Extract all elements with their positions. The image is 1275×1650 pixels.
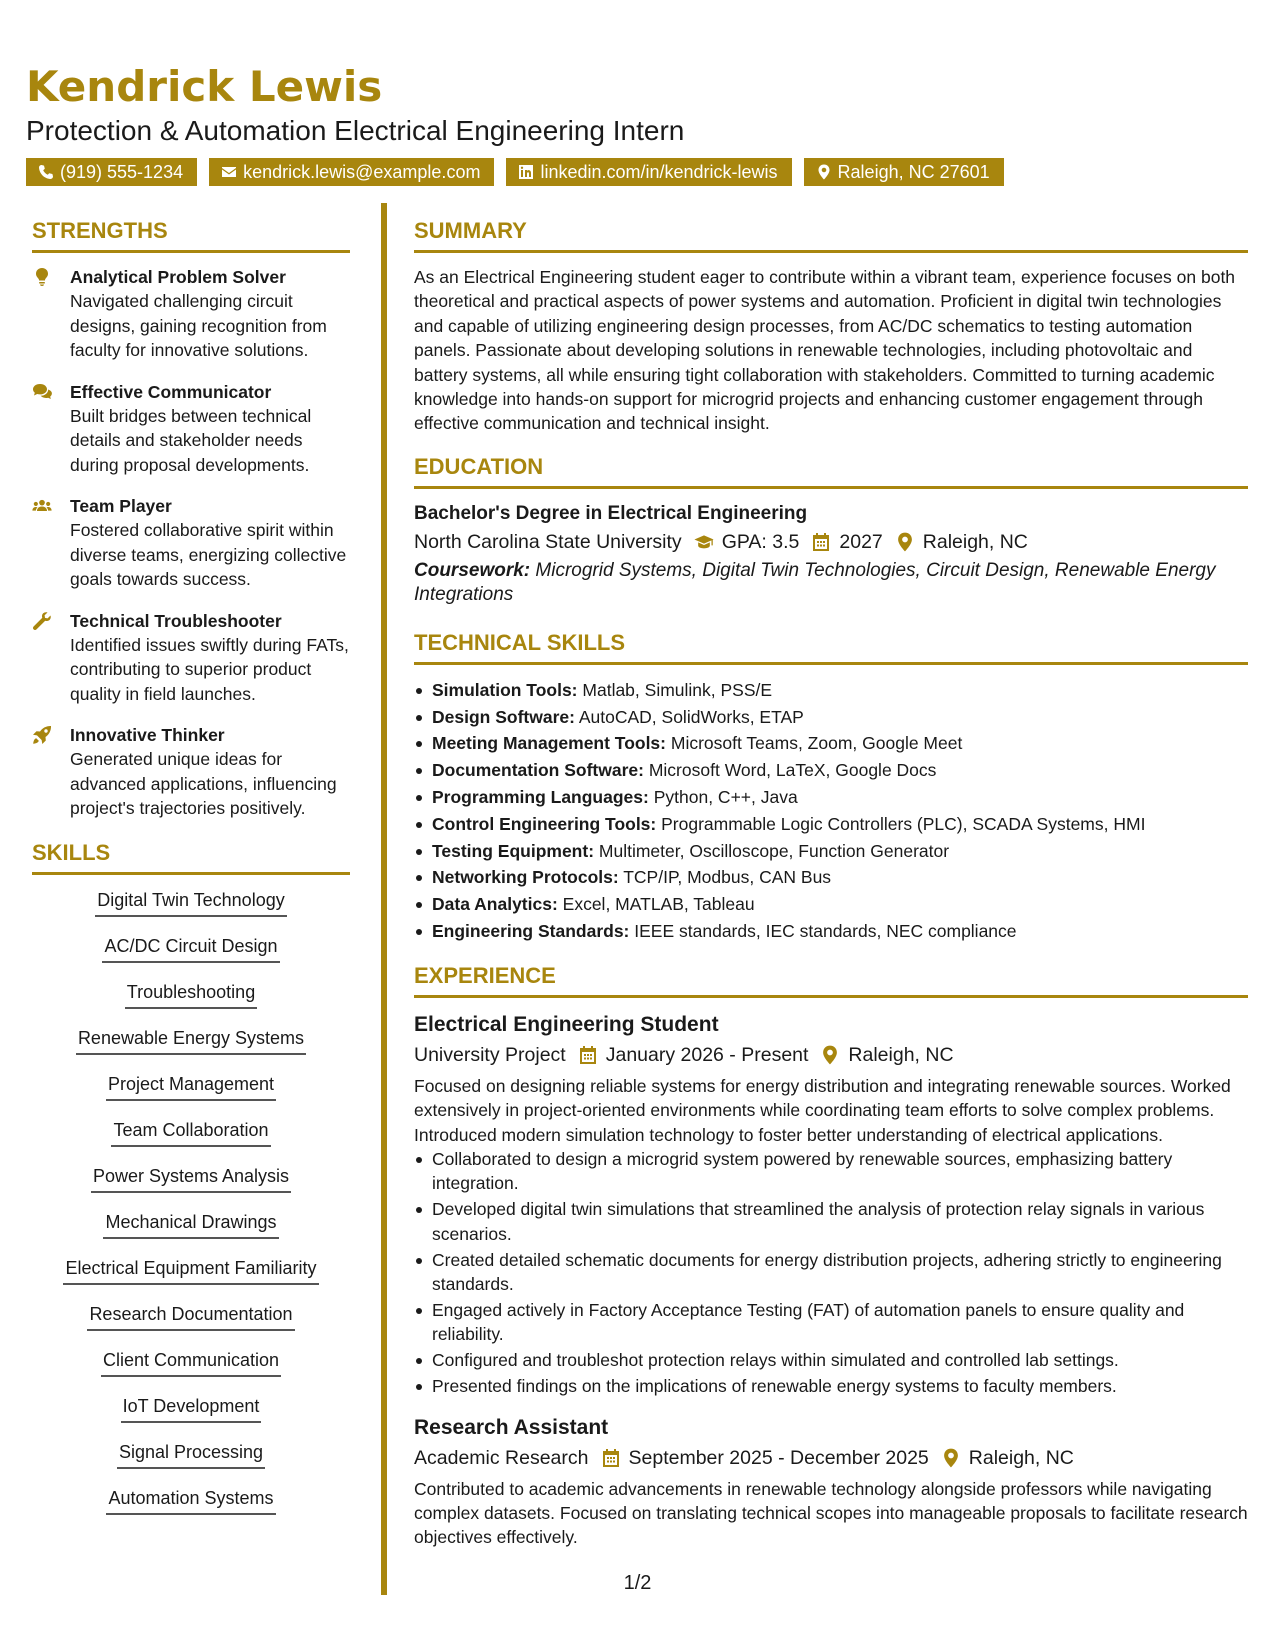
contact-linkedin[interactable] [506, 158, 791, 186]
skill-tag: IoT Development [121, 1393, 262, 1423]
wrench-icon [32, 611, 52, 631]
skills-list [32, 887, 350, 1531]
contact-location [804, 158, 1004, 186]
strengths-heading: STRENGTHS [32, 216, 350, 253]
list-item [414, 811, 1248, 838]
skill-value: Programmable Logic Controllers (PLC), SCADA Systems, HMI [661, 813, 1146, 834]
summary-heading: SUMMARY [414, 216, 1248, 253]
strength-desc: Built bridges between technical details and stakeholder needs during proposal developments. [70, 405, 312, 475]
skill-value: Microsoft Teams, Zoom, Google Meet [670, 733, 963, 754]
list-item [414, 704, 1248, 731]
contact-location-text: Raleigh, NC 27601 [837, 162, 990, 182]
skill-tag: Client Communication [101, 1347, 281, 1377]
skill-tag: Digital Twin Technology [95, 887, 286, 917]
calendar-icon [601, 1448, 621, 1468]
users-icon [32, 496, 52, 516]
summary-text: As an Electrical Engineering student eager to contribute within a vibrant team, experience focuses on both theoretical and practical aspects of power systems and automation. Proficient in digital twin technologies and capable of utilizing engineering design processes, from AC/DC schematics to testing automation panels. Passionate about developing solutions in renewable technologies, including photovoltaic and battery systems, all while ensuring tight collaboration with stakeholders. Committed to turning academic knowledge into hands-on support for microgrid projects and enhancing customer engagement through effective communication and technical insight. [414, 267, 1236, 434]
school-name: North Carolina State University [414, 530, 682, 553]
strength-item [32, 494, 350, 592]
skill-tag: Troubleshooting [125, 979, 257, 1009]
technical-skills-list [414, 677, 1248, 945]
job-dates: January 2026 - Present [605, 1043, 809, 1066]
skill-tag: Mechanical Drawings [103, 1209, 278, 1239]
strength-item [32, 380, 350, 478]
skill-label: Engineering Standards: [432, 921, 630, 942]
graduation-year: 2027 [839, 530, 883, 553]
education-meta [414, 527, 1248, 557]
coursework [414, 559, 1248, 608]
strength-item [32, 609, 350, 707]
skill-label: Meeting Management Tools: [432, 733, 666, 754]
lightbulb-icon [32, 267, 52, 287]
map-pin-icon [895, 532, 915, 552]
gpa: GPA: 3.5 [721, 530, 800, 553]
calendar-icon [811, 532, 831, 552]
contact-email-text: kendrick.lewis@example.com [243, 162, 481, 182]
experience-heading: EXPERIENCE [414, 961, 1248, 998]
job-org: Academic Research [414, 1446, 589, 1469]
graduation-cap-icon [694, 532, 714, 552]
job-location: Raleigh, NC [968, 1446, 1074, 1469]
skill-label: Data Analytics: [432, 894, 558, 915]
skill-tag: Signal Processing [117, 1439, 265, 1469]
contact-linkedin-text: linkedin.com/in/kendrick-lewis [540, 162, 778, 182]
skill-tag: Team Collaboration [111, 1117, 270, 1147]
skill-tag: Renewable Energy Systems [76, 1025, 306, 1055]
skill-tag: Electrical Equipment Familiarity [63, 1255, 318, 1285]
skill-tag: Research Documentation [87, 1301, 294, 1331]
education-location: Raleigh, NC [922, 530, 1028, 553]
list-item [414, 757, 1248, 784]
list-item [414, 677, 1248, 704]
strength-desc: Identified issues swiftly during FATs, contributing to superior product quality in field launches. [70, 634, 349, 704]
coursework-list: Microgrid Systems, Digital Twin Technologies, Circuit Design, Renewable Energy Integrations [414, 559, 1216, 606]
skill-label: Networking Protocols: [432, 867, 619, 888]
list-item: Collaborated to design a microgrid system powered by renewable sources, emphasizing battery integration. [414, 1147, 1248, 1196]
column-divider [381, 203, 387, 1595]
technical-skills-heading: TECHNICAL SKILLS [414, 628, 1248, 665]
skill-tag: Project Management [106, 1071, 276, 1101]
skill-tag: AC/DC Circuit Design [102, 933, 279, 963]
strength-title: Effective Communicator [70, 381, 272, 402]
list-item [414, 784, 1248, 811]
skill-value: TCP/IP, Modbus, CAN Bus [623, 867, 832, 888]
skill-value: Excel, MATLAB, Tableau [562, 894, 755, 915]
map-pin-icon [820, 1045, 840, 1065]
left-column [32, 216, 350, 1531]
candidate-title: Protection & Automation Electrical Engineering Intern [26, 115, 685, 146]
calendar-icon [578, 1045, 598, 1065]
strength-item [32, 265, 350, 363]
comments-icon [32, 382, 52, 402]
list-item [414, 891, 1248, 918]
strength-title: Analytical Problem Solver [70, 267, 286, 287]
job-meta [414, 1443, 1248, 1473]
job-org: University Project [414, 1043, 566, 1066]
skill-label: Programming Languages: [432, 787, 649, 808]
list-item: Configured and troubleshot protection relays within simulated and controlled lab settings. [414, 1348, 1248, 1372]
rocket-icon [32, 725, 52, 745]
skill-tag: Power Systems Analysis [91, 1163, 291, 1193]
list-item [414, 864, 1248, 891]
job-description: Contributed to academic advancements in renewable technology alongside professors while navigating complex datasets. Focused on translating technical scopes into manageable proposals to facilitate research objectives effectively. [414, 1478, 1248, 1548]
list-item [414, 918, 1248, 945]
resume-header [26, 62, 1256, 186]
strength-desc: Fostered collaborative spirit within diverse teams, energizing collective goals towards success. [70, 520, 347, 589]
skill-label: Simulation Tools: [432, 679, 578, 700]
job-meta [414, 1040, 1248, 1070]
contact-email[interactable] [209, 158, 494, 186]
list-item [414, 838, 1248, 865]
skill-value: Matlab, Simulink, PSS/E [582, 679, 773, 700]
degree-title: Bachelor's Degree in Electrical Engineering [414, 502, 808, 524]
skill-value: Multimeter, Oscilloscope, Function Generator [598, 840, 950, 861]
strength-desc: Navigated challenging circuit designs, gaining recognition from faculty for innovative solutions. [70, 291, 327, 360]
linkedin-icon [518, 164, 534, 180]
coursework-label: Coursework: [414, 559, 531, 581]
job-dates: September 2025 - December 2025 [628, 1446, 929, 1469]
map-pin-icon [941, 1448, 961, 1468]
list-item: Presented findings on the implications of renewable energy systems to faculty members. [414, 1374, 1248, 1398]
job-bullets [414, 1147, 1248, 1399]
job-title: Electrical Engineering Student [414, 1012, 719, 1036]
strength-title: Team Player [70, 496, 172, 516]
map-pin-icon [816, 164, 832, 180]
skill-label: Documentation Software: [432, 760, 644, 781]
strength-desc: Generated unique ideas for advanced applications, influencing project's trajectories positively. [70, 749, 337, 818]
strength-item [32, 723, 350, 821]
contact-phone[interactable] [26, 158, 197, 186]
skill-value: Python, C++, Java [653, 787, 798, 808]
skill-label: Testing Equipment: [432, 840, 595, 861]
skills-heading: SKILLS [32, 838, 350, 875]
list-item: Engaged actively in Factory Acceptance Testing (FAT) of automation panels to ensure quality and reliability. [414, 1298, 1248, 1347]
job-description: Focused on designing reliable systems for energy distribution and integrating renewable sources. Worked extensively in project-oriented environments while coordinating team efforts to solve complex problems. Introduced modern simulation technology to foster better understanding of electrical applications. [414, 1075, 1231, 1145]
skill-value: AutoCAD, SolidWorks, ETAP [578, 706, 804, 727]
right-column [414, 216, 1248, 1550]
skill-value: Microsoft Word, LaTeX, Google Docs [648, 760, 937, 781]
list-item [414, 730, 1248, 757]
envelope-icon [221, 164, 237, 180]
phone-icon [38, 164, 54, 180]
skill-value: IEEE standards, IEC standards, NEC compliance [634, 921, 1017, 942]
list-item: Created detailed schematic documents for energy distribution projects, adhering strictly to engineering standards. [414, 1248, 1248, 1297]
page-number: 1/2 [623, 1572, 652, 1594]
skill-label: Design Software: [432, 706, 575, 727]
skill-tag: Automation Systems [106, 1485, 275, 1515]
strength-title: Technical Troubleshooter [70, 610, 282, 631]
candidate-name: Kendrick Lewis [26, 62, 383, 111]
education-heading: EDUCATION [414, 452, 1248, 489]
contact-phone-text: (919) 555-1234 [60, 162, 184, 182]
strength-title: Innovative Thinker [70, 725, 225, 745]
job-location: Raleigh, NC [848, 1043, 954, 1066]
contact-bar [26, 158, 1256, 186]
skill-label: Control Engineering Tools: [432, 813, 657, 834]
job-title: Research Assistant [414, 1415, 609, 1439]
list-item: Developed digital twin simulations that streamlined the analysis of protection relay signals in various scenarios. [414, 1197, 1248, 1246]
